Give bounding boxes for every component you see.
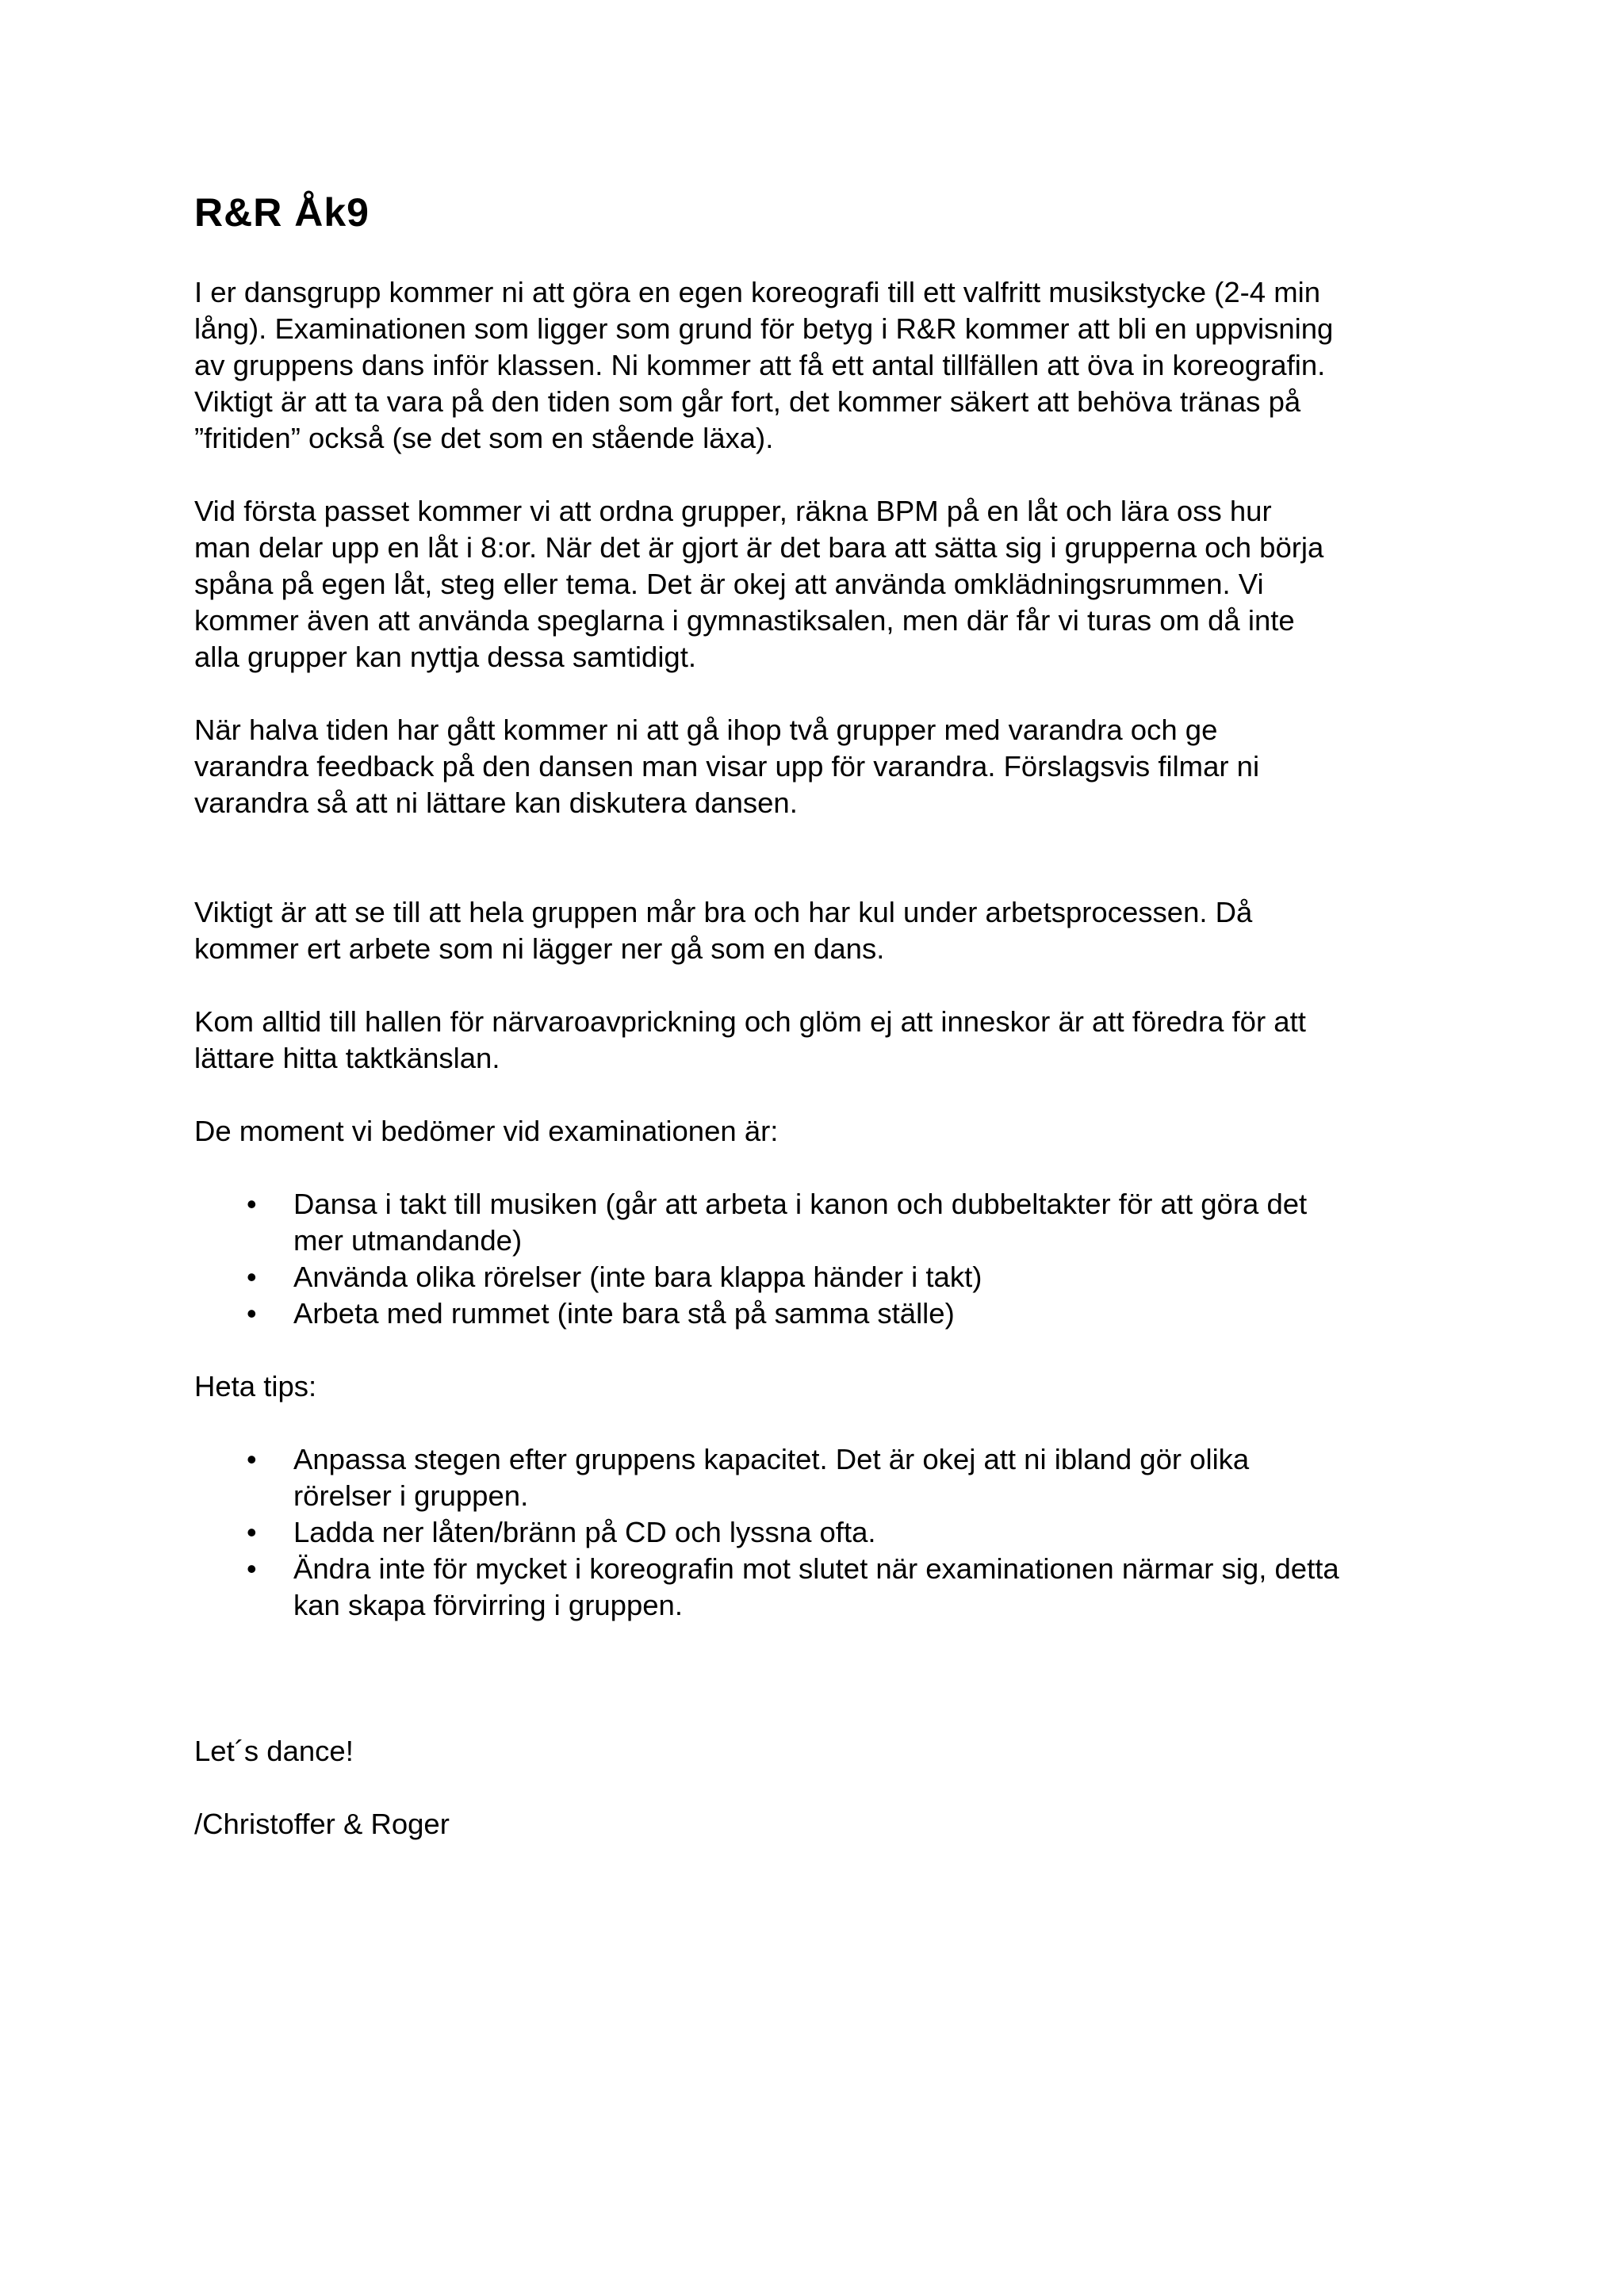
spacer	[194, 1770, 1439, 1806]
document-page	[194, 189, 1439, 1843]
spacer	[194, 1332, 1439, 1368]
attendance-line: Kom alltid till hallen för närvaroavprickning och glöm ej att inneskor är att föredra för att	[194, 1005, 1306, 1038]
list-item-line: Ändra inte för mycket i koreografin mot slutet när examinationen närmar sig, detta	[293, 1552, 1339, 1585]
signature-text: /Christoffer & Roger	[194, 1808, 450, 1840]
spacer	[194, 821, 1439, 894]
list-item	[194, 1295, 1439, 1332]
first-session-line: man delar upp en låt i 8:or. När det är gjort är det bara att sätta sig i grupperna och börja	[194, 531, 1324, 564]
list-item-line: Använda olika rörelser (inte bara klappa händer i takt)	[293, 1261, 982, 1293]
tips-list	[194, 1441, 1439, 1624]
spacer	[194, 457, 1439, 493]
halfway-paragraph	[194, 712, 1439, 821]
bullet-icon: •	[247, 1261, 257, 1293]
intro-line: ”fritiden” också (se det som en stående läxa).	[194, 422, 774, 454]
closing-text: Let´s dance!	[194, 1735, 354, 1767]
bullet-icon: •	[247, 1188, 257, 1220]
halfway-line: varandra så att ni lättare kan diskutera dansen.	[194, 786, 798, 819]
intro-line: lång). Examinationen som ligger som grund för betyg i R&R kommer att bli en uppvisning	[194, 312, 1334, 345]
spacer	[194, 1624, 1439, 1733]
halfway-line: varandra feedback på den dansen man visar upp för varandra. Förslagsvis filmar ni	[194, 750, 1260, 783]
first-session-paragraph	[194, 493, 1439, 675]
bullet-icon: •	[247, 1297, 257, 1330]
first-session-line: Vid första passet kommer vi att ordna grupper, räkna BPM på en låt och lära oss hur	[194, 495, 1272, 527]
tips-heading	[194, 1368, 1439, 1405]
attendance-paragraph	[194, 1004, 1439, 1077]
tips-heading-text: Heta tips:	[194, 1370, 317, 1402]
intro-line: I er dansgrupp kommer ni att göra en egen koreografi till ett valfritt musikstycke (2-4 min	[194, 276, 1321, 308]
criteria-list	[194, 1186, 1439, 1332]
page-title: R&R Åk9	[194, 190, 370, 235]
intro-paragraph	[194, 274, 1439, 457]
list-item-line: Dansa i takt till musiken (går att arbeta i kanon och dubbeltakter för att göra det	[293, 1188, 1308, 1220]
bullet-icon: •	[247, 1552, 257, 1585]
spacer	[194, 1405, 1439, 1441]
list-item-line: Ladda ner låten/bränn på CD och lyssna ofta.	[293, 1516, 876, 1548]
bullet-icon: •	[247, 1516, 257, 1548]
list-item	[194, 1259, 1439, 1295]
signature	[194, 1806, 1439, 1843]
list-item-line: kan skapa förvirring i gruppen.	[293, 1589, 683, 1621]
wellbeing-line: kommer ert arbete som ni lägger ner gå som en dans.	[194, 932, 885, 965]
spacer	[194, 1150, 1439, 1186]
list-item	[194, 1514, 1439, 1551]
criteria-heading	[194, 1113, 1439, 1150]
halfway-line: När halva tiden har gått kommer ni att gå ihop två grupper med varandra och ge	[194, 714, 1218, 746]
bullet-icon: •	[247, 1443, 257, 1475]
wellbeing-paragraph	[194, 894, 1439, 967]
list-item-line: Arbeta med rummet (inte bara stå på samma ställe)	[293, 1297, 955, 1330]
closing-line	[194, 1733, 1439, 1770]
list-item	[194, 1551, 1439, 1624]
intro-line: av gruppens dans inför klassen. Ni kommer att få ett antal tillfällen att öva in koreografin.	[194, 349, 1326, 381]
list-item-line: Anpassa stegen efter gruppens kapacitet. Det är okej att ni ibland gör olika	[293, 1443, 1250, 1475]
criteria-heading-text: De moment vi bedömer vid examinationen är:	[194, 1115, 779, 1147]
list-item	[194, 1441, 1439, 1514]
first-session-line: kommer även att använda speglarna i gymnastiksalen, men där får vi turas om då inte	[194, 604, 1295, 637]
first-session-line: alla grupper kan nyttja dessa samtidigt.	[194, 641, 697, 673]
wellbeing-line: Viktigt är att se till att hela gruppen mår bra och har kul under arbetsprocessen. Då	[194, 896, 1253, 928]
spacer	[194, 1077, 1439, 1113]
first-session-line: spåna på egen låt, steg eller tema. Det är okej att använda omklädningsrummen. Vi	[194, 568, 1264, 600]
spacer	[194, 675, 1439, 712]
list-item	[194, 1186, 1439, 1259]
list-item-line: rörelser i gruppen.	[293, 1479, 529, 1512]
intro-line: Viktigt är att ta vara på den tiden som går fort, det kommer säkert att behöva tränas på	[194, 385, 1301, 418]
spacer	[194, 967, 1439, 1004]
attendance-line: lättare hitta taktkänslan.	[194, 1042, 500, 1074]
list-item-line: mer utmandande)	[293, 1224, 523, 1257]
